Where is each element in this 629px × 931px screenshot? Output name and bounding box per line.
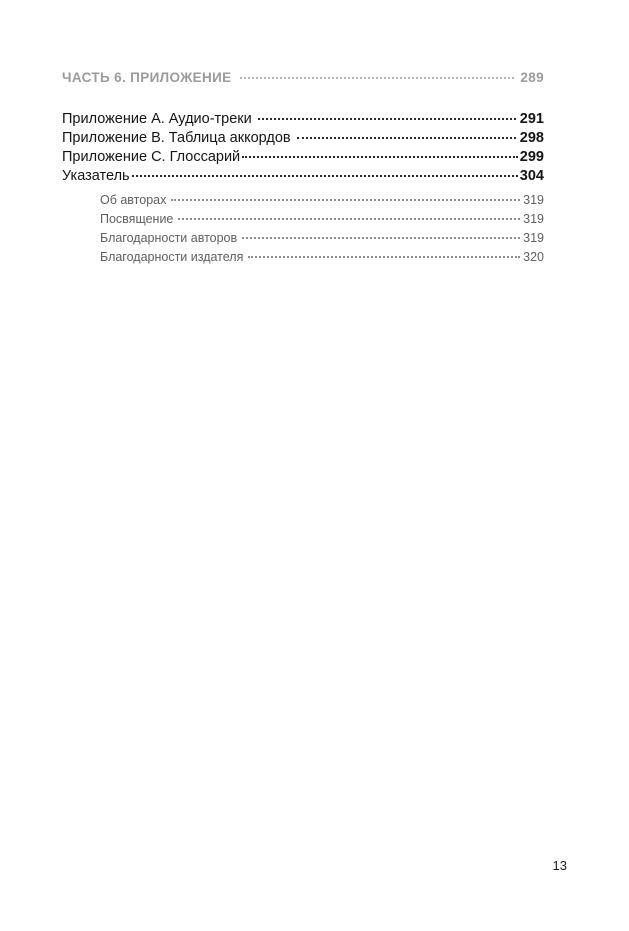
toc-subentry[interactable] <box>100 250 544 264</box>
toc-entry-page: 304 <box>519 168 544 184</box>
toc-part-heading[interactable] <box>62 70 544 85</box>
toc-entry[interactable] <box>62 111 544 127</box>
dot-leader <box>240 77 515 79</box>
toc-entry[interactable] <box>62 130 544 146</box>
toc-subentry-page: 319 <box>523 212 544 226</box>
toc-subentry-page: 319 <box>523 231 544 245</box>
toc-entry[interactable] <box>62 149 544 165</box>
toc-subentry-title: Благодарности авторов <box>100 231 238 245</box>
toc-entry-page: 291 <box>519 111 544 127</box>
dot-leader <box>248 256 520 258</box>
toc-subentry-list <box>100 193 544 264</box>
toc-subentry[interactable] <box>100 231 544 245</box>
toc-entry-page: 298 <box>519 130 544 146</box>
dot-leader <box>171 199 520 201</box>
toc-entry-title: Приложение C. Глоссарий <box>62 149 241 165</box>
dot-leader <box>258 118 516 120</box>
toc-entry-title: Приложение A. Аудио-треки <box>62 111 252 127</box>
toc-subentry-page: 320 <box>523 250 544 264</box>
dot-leader <box>178 218 520 220</box>
toc-part-title: ЧАСТЬ 6. ПРИЛОЖЕНИЕ <box>62 70 232 85</box>
dot-leader <box>297 137 516 139</box>
toc-part-page: 289 <box>520 70 544 85</box>
dot-leader <box>242 237 520 239</box>
toc-subentry-title: Благодарности издателя <box>100 250 244 264</box>
toc-subentry-page: 319 <box>523 193 544 207</box>
toc-subentry-title: Посвящение <box>100 212 174 226</box>
page-number: 13 <box>552 858 567 873</box>
toc-entry-page: 299 <box>519 149 544 165</box>
toc-subentry[interactable] <box>100 193 544 207</box>
table-of-contents <box>62 70 544 269</box>
toc-entry-title: Приложение B. Таблица аккордов <box>62 130 291 146</box>
toc-subentry-title: Об авторах <box>100 193 167 207</box>
dot-leader <box>242 156 518 158</box>
toc-entry[interactable] <box>62 168 544 184</box>
toc-entry-title: Указатель <box>62 168 130 184</box>
dot-leader <box>132 175 518 177</box>
toc-subentry[interactable] <box>100 212 544 226</box>
